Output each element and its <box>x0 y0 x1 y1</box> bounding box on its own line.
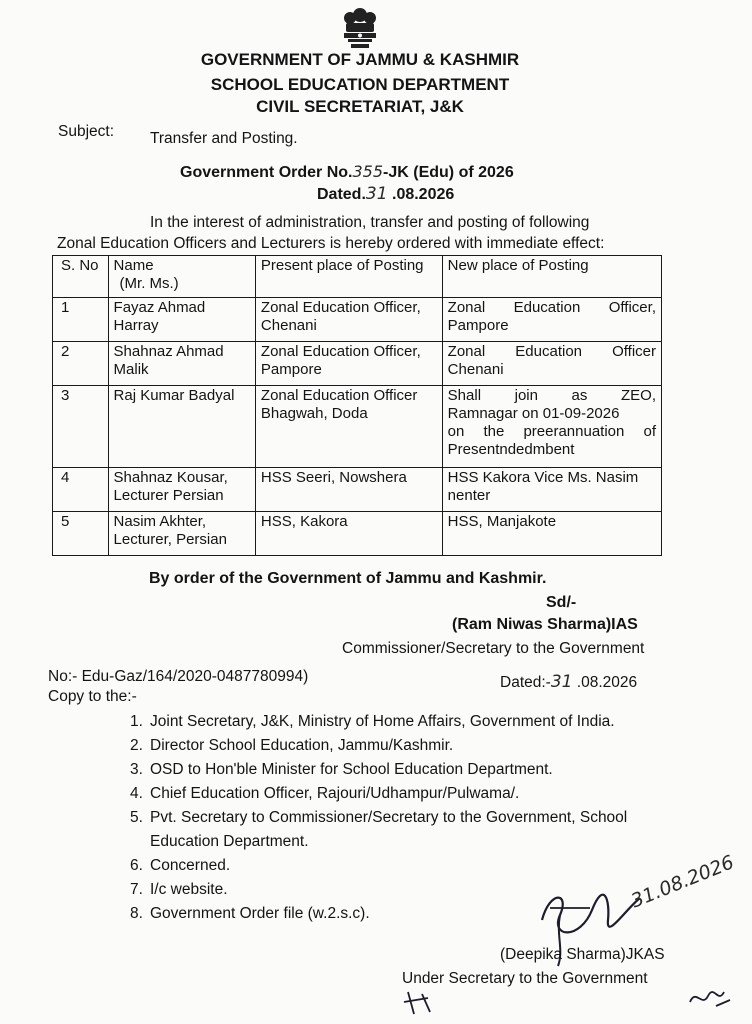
cell-present <box>255 468 442 512</box>
cell-sno: 5 <box>53 512 109 556</box>
cell-new-line: Ramnagar on 01-09-2026 <box>447 405 620 422</box>
order-number: 355 <box>352 162 384 181</box>
list-item: 6. Concerned. <box>130 857 231 874</box>
order-title <box>180 162 514 182</box>
cell-present-line: HSS Seeri, Nowshera <box>260 469 407 486</box>
list-item: 3. OSD to Hon'ble Minister for School Education Department. <box>130 761 553 778</box>
cell-present-line: Chenani <box>260 317 317 334</box>
list-item: 2. Director School Education, Jammu/Kashmir. <box>130 737 454 754</box>
header-name <box>108 256 255 298</box>
cell-new-line: Pampore <box>447 317 509 334</box>
cell-name-line: Shahnaz Ahmad <box>113 343 224 360</box>
department-heading-3: CIVIL SECRETARIAT, J&K <box>256 97 464 116</box>
reference-dated-prefix: Dated:- <box>500 674 551 691</box>
cell-name-line: Lecturer Persian <box>113 487 224 504</box>
cell-name-line: Shahnaz Kousar, <box>113 469 228 486</box>
cell-new-line: Zonal Education Officer <box>447 343 656 360</box>
list-item: 8. Government Order file (w.2.s.c). <box>130 905 370 922</box>
cell-new-line: on the preerannuation of <box>447 423 656 440</box>
table-row <box>53 342 662 386</box>
cell-name <box>108 386 255 468</box>
cell-new <box>442 512 661 556</box>
signatory-designation: Under Secretary to the Government <box>402 970 648 987</box>
cell-new <box>442 342 661 386</box>
cell-present-line: Zonal Education Officer <box>260 387 418 404</box>
handwritten-date: 31.08.2026 <box>628 851 738 913</box>
reference-number: No:- Edu-Gaz/164/2020-0487780994) <box>48 668 309 685</box>
list-item: 5. Pvt. Secretary to Commissioner/Secretary to the Government, School <box>130 809 628 826</box>
cell-sno: 4 <box>53 468 109 512</box>
header-present: Present place of Posting <box>255 256 442 298</box>
department-heading-1: GOVERNMENT OF JAMMU & KASHMIR <box>200 50 520 69</box>
state-emblem-icon <box>337 6 383 50</box>
table-header-row <box>53 256 662 298</box>
initials-mark <box>400 988 450 1018</box>
table-row <box>53 386 662 468</box>
table-row <box>53 298 662 342</box>
cell-present-line: Zonal Education Officer, <box>260 299 421 316</box>
department-heading-2: SCHOOL EDUCATION DEPARTMENT <box>210 75 510 94</box>
cell-name-line: Malik <box>113 361 149 378</box>
subject-label: Subject: <box>58 123 115 140</box>
header-new: New place of Posting <box>442 256 661 298</box>
table-row <box>53 468 662 512</box>
initials-mark <box>686 984 736 1014</box>
cell-new-line: Presentndedmbent <box>447 441 575 458</box>
order-date <box>317 184 454 204</box>
cell-new <box>442 468 661 512</box>
commissioner-designation: Commissioner/Secretary to the Government <box>342 640 645 657</box>
order-dated-prefix: Dated. <box>317 186 366 203</box>
table-row <box>53 512 662 556</box>
list-item-continuation: Education Department. <box>150 833 309 850</box>
cell-new-line: HSS, Manjakote <box>447 513 557 530</box>
header-name-sub: (Mr. Ms.) <box>119 275 179 292</box>
cell-present-line: HSS, Kakora <box>260 513 348 530</box>
reference-dated-suffix: .08.2026 <box>572 674 638 691</box>
cell-name <box>108 468 255 512</box>
signatory-name: (Deepika Sharma)JKAS <box>500 946 665 963</box>
cell-present-line: Bhagwah, Doda <box>260 405 368 422</box>
cell-name-line: Harray <box>113 317 159 334</box>
list-item: 4. Chief Education Officer, Rajouri/Udhampur/Pulwama/. <box>130 785 520 802</box>
header-name-label: Name <box>113 257 154 274</box>
cell-name-line: Raj Kumar Badyal <box>113 387 235 404</box>
cell-name <box>108 298 255 342</box>
order-dated-suffix: .08.2026 <box>387 186 455 203</box>
cell-present-line: Zonal Education Officer, <box>260 343 421 360</box>
cell-sno: 2 <box>53 342 109 386</box>
intro-line-1: In the interest of administration, transfer and posting of following <box>150 214 590 231</box>
cell-present <box>255 386 442 468</box>
cell-new <box>442 298 661 342</box>
cell-new-line: nenter <box>447 487 491 504</box>
cell-sno: 1 <box>53 298 109 342</box>
list-item: 1. Joint Secretary, J&K, Ministry of Home Affairs, Government of India. <box>130 713 615 730</box>
reference-date <box>500 672 637 692</box>
cell-name-line: Lecturer, Persian <box>113 531 227 548</box>
cell-sno: 3 <box>53 386 109 468</box>
header-sno: S. No <box>53 256 109 298</box>
cell-name-line: Fayaz Ahmad <box>113 299 206 316</box>
copy-to-label: Copy to the:- <box>48 688 137 705</box>
sd-mark: Sd/- <box>546 594 577 611</box>
cell-new-line: HSS Kakora Vice Ms. Nasim <box>447 469 639 486</box>
order-suffix: -JK (Edu) of 2026 <box>383 164 514 181</box>
order-prefix: Government Order No. <box>180 164 353 181</box>
subject-text: Transfer and Posting. <box>150 130 298 147</box>
intro-line-2: Zonal Education Officers and Lecturers is hereby ordered with immediate effect: <box>57 235 605 252</box>
cell-present <box>255 512 442 556</box>
cell-new-line: Zonal Education Officer, <box>447 299 656 316</box>
order-dated-day: 31 <box>365 184 388 204</box>
list-item: 7. I/c website. <box>130 881 228 898</box>
cell-present-line: Pampore <box>260 361 322 378</box>
cell-name <box>108 342 255 386</box>
cell-new-line: Chenani <box>447 361 504 378</box>
cell-name-line: Nasim Akhter, <box>113 513 207 530</box>
cell-present <box>255 342 442 386</box>
cell-name <box>108 512 255 556</box>
transfer-table <box>52 255 662 556</box>
cell-new <box>442 386 661 468</box>
cell-new-line: Shall join as ZEO, <box>447 387 656 404</box>
by-order-line: By order of the Government of Jammu and Kashmir. <box>149 570 547 587</box>
reference-dated-day: 31 <box>550 672 573 692</box>
commissioner-name: (Ram Niwas Sharma)IAS <box>452 616 638 633</box>
cell-present <box>255 298 442 342</box>
